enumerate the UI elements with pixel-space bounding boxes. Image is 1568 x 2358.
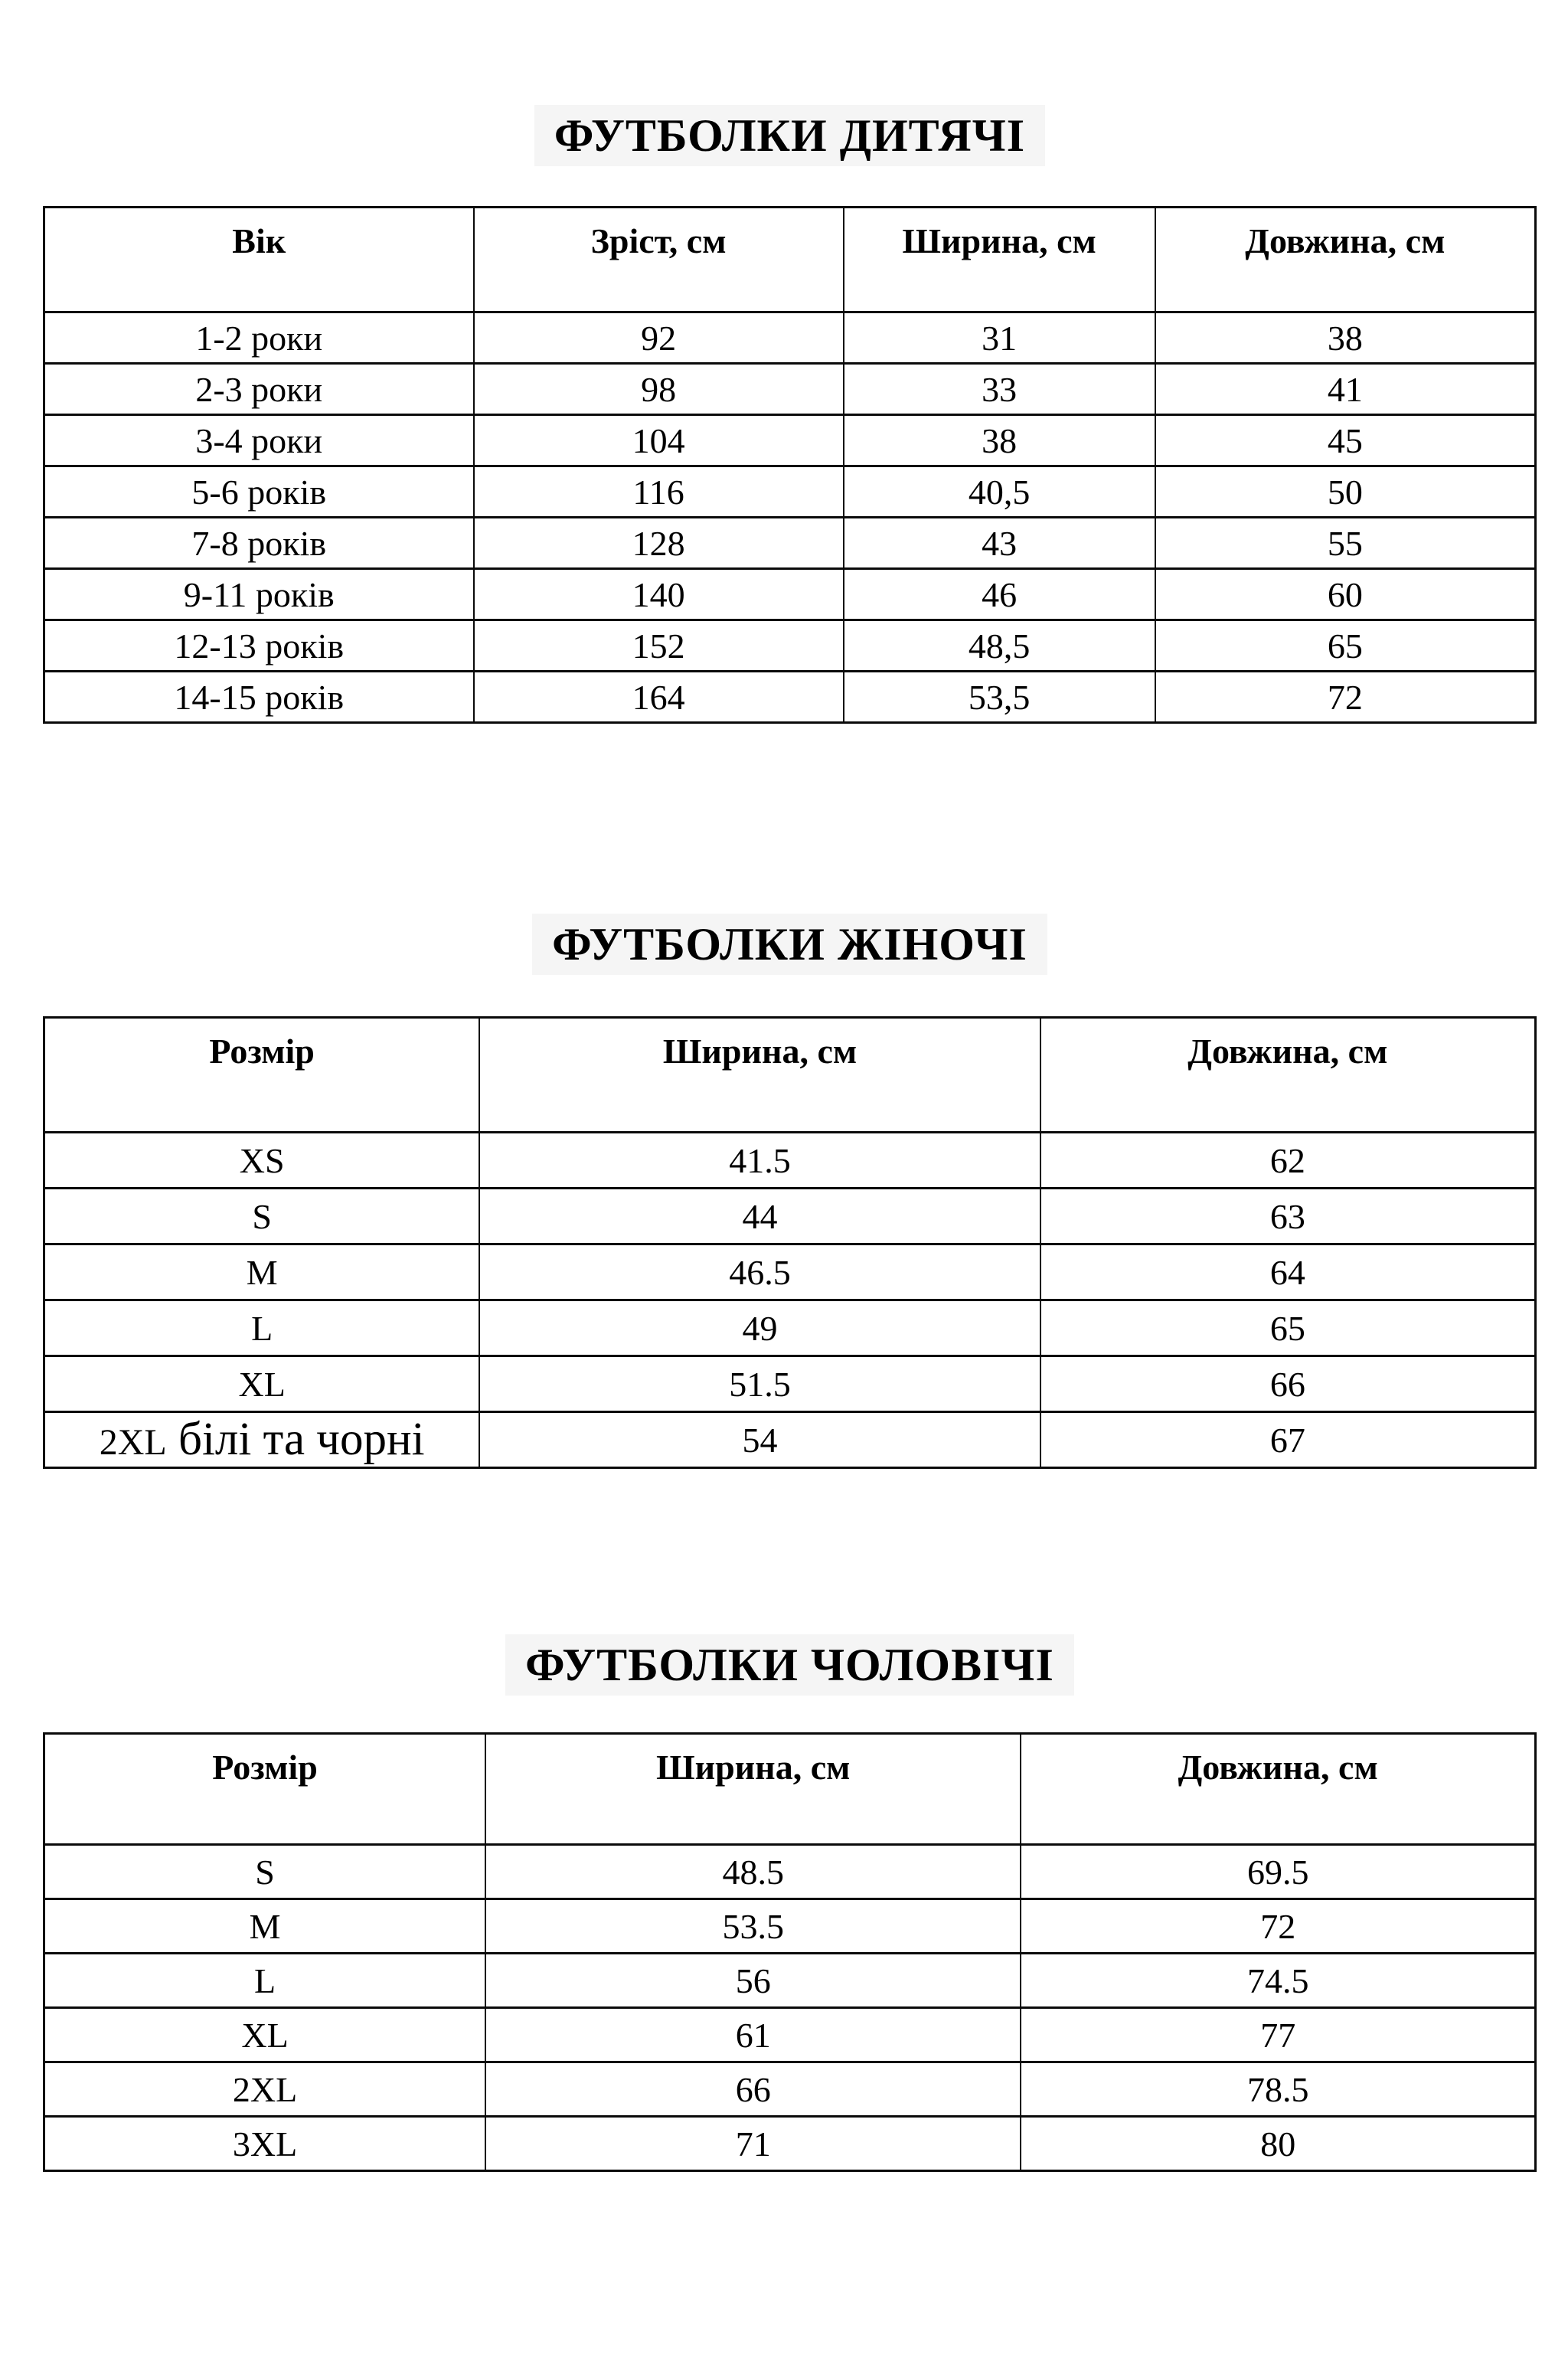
table-cell: M — [44, 1899, 486, 1954]
table-cell: 46.5 — [479, 1244, 1040, 1300]
table-cell: 69.5 — [1021, 1845, 1535, 1899]
table-cell: 12-13 років — [44, 620, 474, 672]
table-cell: 43 — [844, 518, 1155, 569]
size-table-women — [43, 1016, 1537, 1469]
table-cell: 9-11 років — [44, 569, 474, 620]
table-cell: 77 — [1021, 2008, 1535, 2062]
column-header: Довжина, см — [1021, 1734, 1535, 1845]
table-cell: 140 — [474, 569, 844, 620]
table-cell: 56 — [485, 1954, 1021, 2008]
table-cell: L — [44, 1300, 480, 1356]
table-cell: 53.5 — [485, 1899, 1021, 1954]
size-label: 2XL — [99, 1422, 167, 1463]
header-row — [44, 1018, 1536, 1133]
table-cell: 62 — [1040, 1133, 1536, 1189]
column-header: Розмір — [44, 1734, 486, 1845]
table-cell: 1-2 роки — [44, 312, 474, 364]
table-row — [44, 312, 1536, 364]
table-cell: 63 — [1040, 1189, 1536, 1244]
table-cell: XS — [44, 1133, 480, 1189]
table-cell: 50 — [1155, 466, 1536, 518]
table-cell: 53,5 — [844, 672, 1155, 723]
table-row — [44, 1954, 1536, 2008]
table-cell: 61 — [485, 2008, 1021, 2062]
table-cell: 7-8 років — [44, 518, 474, 569]
table-cell: 48.5 — [485, 1845, 1021, 1899]
size-table-men — [43, 1732, 1537, 2172]
table-cell: 104 — [474, 415, 844, 466]
section-title-row — [43, 1634, 1537, 1696]
table-cell: 14-15 років — [44, 672, 474, 723]
section-title-men: ФУТБОЛКИ ЧОЛОВІЧІ — [505, 1634, 1074, 1696]
table-row — [44, 1412, 1536, 1468]
table-cell: 164 — [474, 672, 844, 723]
table-row — [44, 415, 1536, 466]
table-cell: 40,5 — [844, 466, 1155, 518]
table-cell: 60 — [1155, 569, 1536, 620]
table-row — [44, 1899, 1536, 1954]
table-row — [44, 1244, 1536, 1300]
table-row — [44, 364, 1536, 415]
table-cell: 54 — [479, 1412, 1040, 1468]
table-cell: 2-3 роки — [44, 364, 474, 415]
table-cell: 78.5 — [1021, 2062, 1535, 2117]
column-header: Ширина, см — [479, 1018, 1040, 1133]
table-row — [44, 2117, 1536, 2171]
table-cell: 45 — [1155, 415, 1536, 466]
table-cell: 74.5 — [1021, 1954, 1535, 2008]
table-row — [44, 2008, 1536, 2062]
table-cell: 116 — [474, 466, 844, 518]
table-row — [44, 672, 1536, 723]
table-cell: 65 — [1040, 1300, 1536, 1356]
column-header: Довжина, см — [1040, 1018, 1536, 1133]
table-cell: XL — [44, 2008, 486, 2062]
table-cell: 33 — [844, 364, 1155, 415]
section-title-row — [43, 105, 1537, 166]
table-row — [44, 1133, 1536, 1189]
table-cell: 66 — [1040, 1356, 1536, 1412]
table-cell: S — [44, 1189, 480, 1244]
table-cell: 67 — [1040, 1412, 1536, 1468]
table-cell: 41 — [1155, 364, 1536, 415]
table-cell: 2XL — [44, 2062, 486, 2117]
table-cell — [44, 1412, 480, 1468]
table-cell: 5-6 років — [44, 466, 474, 518]
section-title-row — [43, 914, 1537, 975]
color-note: білі та чорні — [166, 1414, 425, 1465]
table-row — [44, 466, 1536, 518]
section-children-tshirts — [43, 105, 1537, 724]
table-cell: 80 — [1021, 2117, 1535, 2171]
column-header: Вік — [44, 208, 474, 312]
table-row — [44, 569, 1536, 620]
table-cell: 98 — [474, 364, 844, 415]
table-cell: 38 — [1155, 312, 1536, 364]
section-title-children: ФУТБОЛКИ ДИТЯЧІ — [534, 105, 1045, 166]
column-header: Зріст, см — [474, 208, 844, 312]
table-cell: 49 — [479, 1300, 1040, 1356]
table-row — [44, 1189, 1536, 1244]
table-cell: 128 — [474, 518, 844, 569]
column-header: Ширина, см — [485, 1734, 1021, 1845]
table-cell: 3-4 роки — [44, 415, 474, 466]
table-cell: 48,5 — [844, 620, 1155, 672]
table-cell: 65 — [1155, 620, 1536, 672]
header-row — [44, 1734, 1536, 1845]
table-cell: 64 — [1040, 1244, 1536, 1300]
table-row — [44, 1300, 1536, 1356]
table-cell: 41.5 — [479, 1133, 1040, 1189]
table-cell: 152 — [474, 620, 844, 672]
column-header: Розмір — [44, 1018, 480, 1133]
table-cell: XL — [44, 1356, 480, 1412]
section-men-tshirts — [43, 1634, 1537, 2172]
table-cell: 72 — [1155, 672, 1536, 723]
section-women-tshirts — [43, 914, 1537, 1469]
table-row — [44, 2062, 1536, 2117]
table-cell: 51.5 — [479, 1356, 1040, 1412]
table-cell: 44 — [479, 1189, 1040, 1244]
table-cell: 3XL — [44, 2117, 486, 2171]
table-cell: 92 — [474, 312, 844, 364]
table-row — [44, 518, 1536, 569]
table-cell: 31 — [844, 312, 1155, 364]
table-cell: 55 — [1155, 518, 1536, 569]
table-cell: 46 — [844, 569, 1155, 620]
table-cell: 72 — [1021, 1899, 1535, 1954]
section-title-women: ФУТБОЛКИ ЖІНОЧІ — [532, 914, 1047, 975]
size-table-children — [43, 206, 1537, 724]
document-content — [43, 105, 1537, 2172]
table-cell: L — [44, 1954, 486, 2008]
table-cell: 66 — [485, 2062, 1021, 2117]
table-row — [44, 1356, 1536, 1412]
table-cell: S — [44, 1845, 486, 1899]
table-row — [44, 1845, 1536, 1899]
table-cell: 38 — [844, 415, 1155, 466]
table-cell: 71 — [485, 2117, 1021, 2171]
header-row — [44, 208, 1536, 312]
column-header: Довжина, см — [1155, 208, 1536, 312]
table-cell: M — [44, 1244, 480, 1300]
column-header: Ширина, см — [844, 208, 1155, 312]
table-row — [44, 620, 1536, 672]
